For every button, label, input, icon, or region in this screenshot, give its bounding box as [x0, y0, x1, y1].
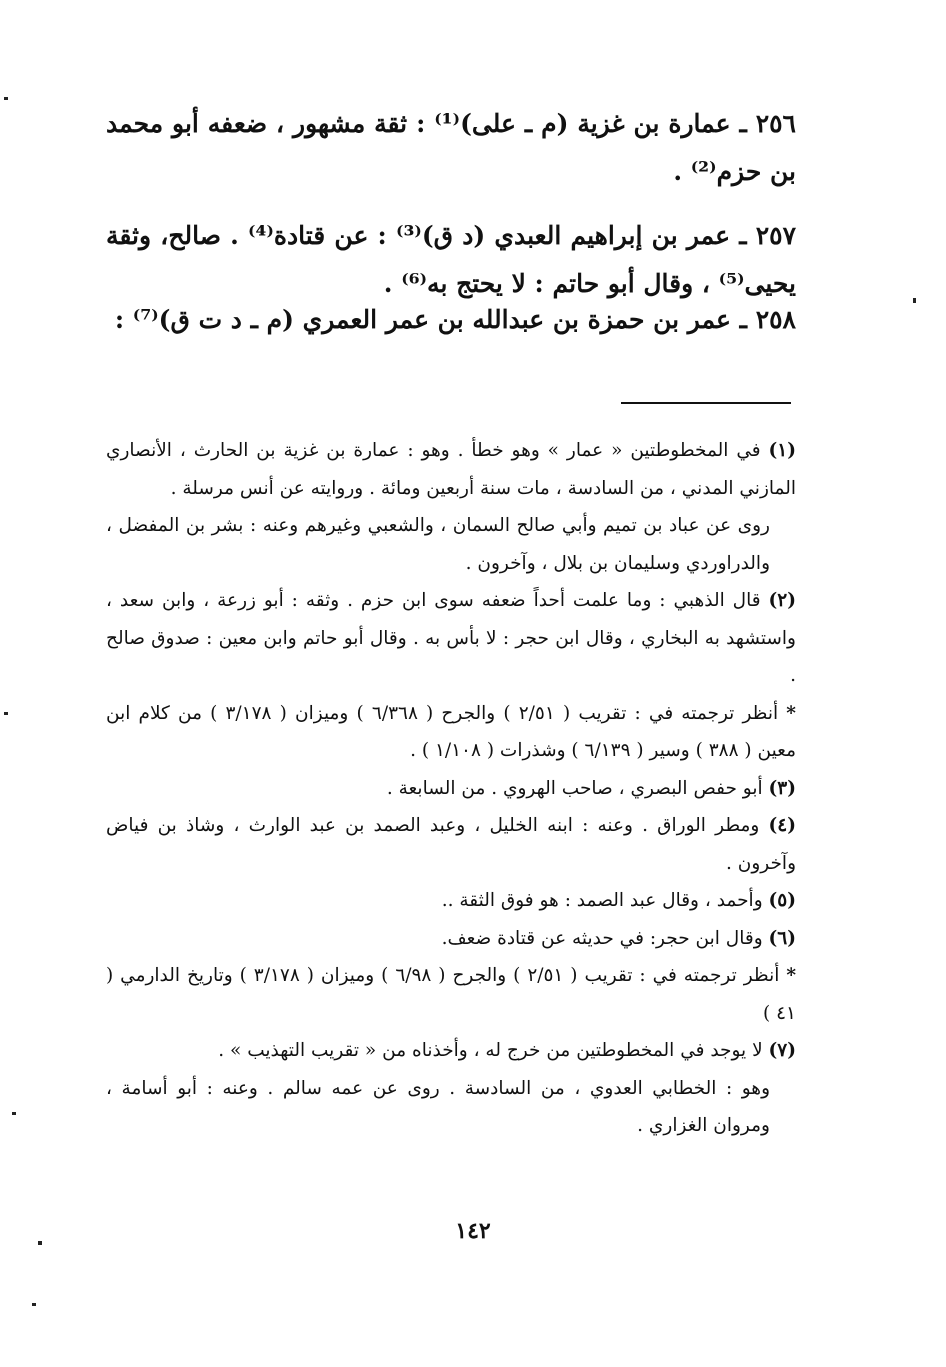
- entry-258: [106, 298, 796, 342]
- footnote-asterisk-1: [106, 695, 796, 770]
- footnote-text: أنظر ترجمته في : تقريب ( ٢/٥١ ) والجرح ( ٦/٩٨ ) وميزان ( ٣/١٧٨ ) وتاريخ الدارمي ( ٤١ ): [106, 965, 796, 1024]
- footnote-6: [106, 920, 796, 958]
- entry-258-text: ٢٥٨ ـ عمر بن حمزة بن عبدالله بن عمر العمري (م ـ د ت ق)⁽⁷⁾ :: [114, 305, 796, 334]
- footnote-text: أبو حفص البصري ، صاحب الهروي . من السابعة .: [386, 777, 763, 799]
- page-number: ١٤٢: [455, 1218, 491, 1244]
- footnote-4: [106, 807, 796, 882]
- entry-256-text: ٢٥٦ ـ عمارة بن غزية (م ـ على)⁽¹⁾ : ثقة مشهور ، ضعفه أبو محمد بن حزم⁽²⁾ .: [106, 109, 796, 186]
- footnote-text: قال الذهبي : وما علمت أحداً ضعفه سوى ابن حزم . وثقه : أبو زرعة ، وابن سعد ، واستشهد به البخاري ، وقال ابن حجر : لا بأس به . وقال أبو حاتم وابن معين : صدوق صالح .: [106, 590, 796, 686]
- footnote-mark: (٤): [768, 815, 796, 836]
- entry-257: [106, 212, 796, 308]
- scan-speck: [12, 1112, 16, 1115]
- footnote-7-continued: [106, 1070, 796, 1145]
- footnote-mark: *: [786, 965, 796, 986]
- footnote-mark: (٣): [768, 777, 796, 799]
- scan-speck: [4, 97, 8, 100]
- footnote-mark: (٦): [768, 927, 796, 949]
- footnote-asterisk-2: [106, 957, 796, 1032]
- footnotes: [106, 432, 796, 1145]
- entry-256: [106, 100, 796, 196]
- entry-257-text: ٢٥٧ ـ عمر بن إبراهيم العبدي (د ق)⁽³⁾ : عن قتادة⁽⁴⁾ . صالح، وثقة يحيى⁽⁵⁾ ، وقال أبو حاتم : لا يحتج به⁽⁶⁾ .: [106, 221, 797, 298]
- footnote-text: ومطر الوراق . وعنه : ابنه الخليل ، وعبد الصمد بن عبد الوارث ، وشاذ بن فياض وآخرون .: [106, 815, 796, 874]
- footnote-text: وأحمد ، وقال عبد الصمد : هو فوق الثقة ..: [441, 890, 763, 911]
- footnote-text: أنظر ترجمته في : تقريب ( ٢/٥١ ) والجرح ( ٦/٣٦٨ ) وميزان ( ٣/١٧٨ ) من كلام ابن معين ( ٣٨٨ ) وسير ( ٦/١٣٩ ) وشذرات ( ١/١٠٨ ) .: [106, 702, 796, 761]
- footnote-separator: [621, 402, 791, 404]
- footnote-7: [106, 1032, 796, 1070]
- footnote-mark: (٥): [768, 890, 796, 911]
- footnote-mark: (١): [768, 440, 796, 461]
- footnote-text: روى عن عباد بن تميم وأبي صالح السمان ، والشعبي وغيرهم وعنه : بشر بن المفضل ، والدراوردي وسليمان بن بلال ، وآخرون .: [106, 515, 770, 574]
- footnote-3: [106, 770, 796, 808]
- footnote-5: [106, 882, 796, 920]
- footnote-mark: *: [786, 702, 796, 724]
- footnote-text: وقال ابن حجر: في حديثه عن قتادة ضعف.: [441, 927, 763, 949]
- footnote-2: [106, 582, 796, 695]
- footnote-text: في المخطوطتين « عمار » وهو خطأ . وهو : عمارة بن غزية بن الحارث ، الأنصاري المازني المدني ، من السادسة ، مات سنة أربعين ومائة . وروايته عن أنس مرسلة .: [106, 440, 796, 499]
- scan-speck: [38, 1241, 42, 1245]
- scan-speck: [913, 298, 916, 303]
- scan-speck: [4, 712, 8, 715]
- footnote-1: [106, 432, 796, 507]
- footnote-text: لا يوجد في المخطوطتين من خرج له ، وأخذناه من « تقريب التهذيب » .: [218, 1040, 763, 1061]
- footnote-text: وهو : الخطابي العدوي ، من السادسة . روى عن عمه سالم . وعنه : أبو أسامة ، ومروان الغزاري .: [106, 1077, 770, 1136]
- footnote-mark: (٢): [768, 590, 796, 611]
- scan-speck: [32, 1303, 36, 1306]
- footnote-1-continued: [106, 507, 796, 582]
- footnote-mark: (٧): [768, 1040, 796, 1061]
